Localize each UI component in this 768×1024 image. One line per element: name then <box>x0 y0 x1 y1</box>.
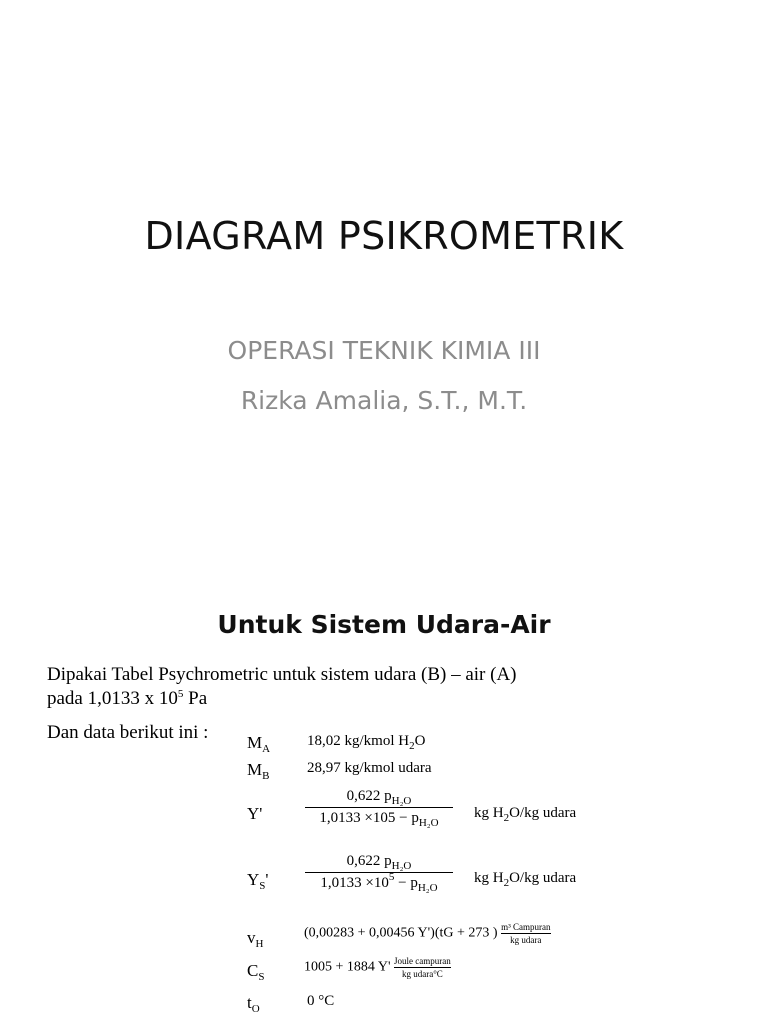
unit-y-sub: 2 <box>503 812 510 824</box>
formula-ys-den-b: − p <box>394 875 418 891</box>
symbol-to-main: t <box>247 993 252 1012</box>
slide-title: DIAGRAM PSIKROMETRIK <box>144 214 624 258</box>
intro-line-1: Dipakai Tabel Psychrometric untuk sistem udara (B) – air (A) <box>47 664 517 685</box>
formula-y-den-text: 1,0133 ×105 − p <box>319 810 419 826</box>
formula-y-num-sub: H₂O <box>391 795 412 807</box>
symbol-cs-sub: S <box>258 971 265 983</box>
unit-cs-den: kg udara°C <box>401 969 443 979</box>
unit-ys-sub: 2 <box>503 877 510 889</box>
value-ma <box>307 733 425 750</box>
fraction-bar <box>305 807 453 808</box>
value-ma-text: 18,02 kg/kmol H <box>307 733 410 749</box>
value-vh-text: (0,00283 + 0,00456 Y')(tG + 273 ) <box>304 925 498 941</box>
unit-vh-den: kg udara <box>510 935 542 945</box>
value-ma-sub: 2 <box>409 740 415 752</box>
value-to: 0 °C <box>307 993 335 1009</box>
symbol-ys-main: Y <box>247 870 260 889</box>
value-cs-text: 1005 + 1884 Y' <box>304 959 391 975</box>
symbol-ys <box>247 870 268 890</box>
intro-line-2-exponent: 5 <box>177 688 184 700</box>
fraction-bar <box>394 967 451 968</box>
symbol-mb-main: M <box>247 760 263 779</box>
intro-line-2 <box>47 688 207 712</box>
formula-y-denominator <box>305 810 453 827</box>
symbol-mb <box>247 760 269 780</box>
formula-ys-num-text: 0,622 p <box>346 853 392 869</box>
symbol-ma-sub: A <box>262 743 271 755</box>
value-cs <box>304 956 451 979</box>
formula-ys-numerator <box>305 853 453 870</box>
intro-line-2-suffix: Pa <box>183 688 208 709</box>
symbol-ys-prime: ' <box>265 870 269 889</box>
unit-y-b: O/kg udara <box>509 805 577 821</box>
symbol-to-sub: O <box>251 1003 260 1015</box>
formula-ys-den-sub: H₂O <box>417 882 438 894</box>
formula-ys-den-a: 1,0133 ×10 <box>320 875 389 891</box>
fraction-bar <box>305 872 453 873</box>
symbol-cs-main: C <box>247 961 259 980</box>
intro-line-2-prefix: pada 1,0133 x 10 <box>47 688 178 709</box>
symbol-ys-sub: S <box>259 880 266 892</box>
section-title: Untuk Sistem Udara-Air <box>217 610 551 639</box>
symbol-mb-sub: B <box>262 770 270 782</box>
unit-cs-num: Joule campuran <box>394 956 451 966</box>
unit-vh <box>501 922 550 945</box>
symbol-vh <box>247 928 263 948</box>
unit-ys <box>474 870 576 887</box>
formula-ys-den-exp: 5 <box>388 871 395 883</box>
formula-ys <box>305 853 453 892</box>
symbol-cs <box>247 961 264 981</box>
formula-y-num-text: 0,622 p <box>346 788 392 804</box>
unit-ys-a: kg H <box>474 870 504 886</box>
value-ma-end: O <box>414 733 426 749</box>
unit-y-a: kg H <box>474 805 504 821</box>
formula-ys-num-sub: H₂O <box>391 860 412 872</box>
formula-y <box>305 788 453 827</box>
course-subtitle: OPERASI TEKNIK KIMIA III <box>227 336 541 365</box>
intro-line-3: Dan data berikut ini : <box>47 722 209 743</box>
author-subtitle: Rizka Amalia, S.T., M.T. <box>240 386 528 415</box>
symbol-ma-main: M <box>247 733 263 752</box>
unit-cs <box>394 956 451 979</box>
symbol-vh-sub: H <box>255 938 264 950</box>
symbol-vh-main: v <box>247 928 256 947</box>
value-vh <box>304 922 551 945</box>
symbol-to <box>247 993 260 1013</box>
symbol-ma <box>247 733 270 753</box>
unit-y <box>474 805 576 822</box>
fraction-bar <box>501 933 550 934</box>
formula-y-numerator <box>305 788 453 805</box>
unit-ys-b: O/kg udara <box>509 870 577 886</box>
formula-ys-denominator <box>305 871 453 894</box>
symbol-y: Y' <box>247 804 263 823</box>
value-mb: 28,97 kg/kmol udara <box>307 760 432 776</box>
unit-vh-num: m³ Campuran <box>501 922 551 932</box>
formula-y-den-sub: H₂O <box>418 817 439 829</box>
